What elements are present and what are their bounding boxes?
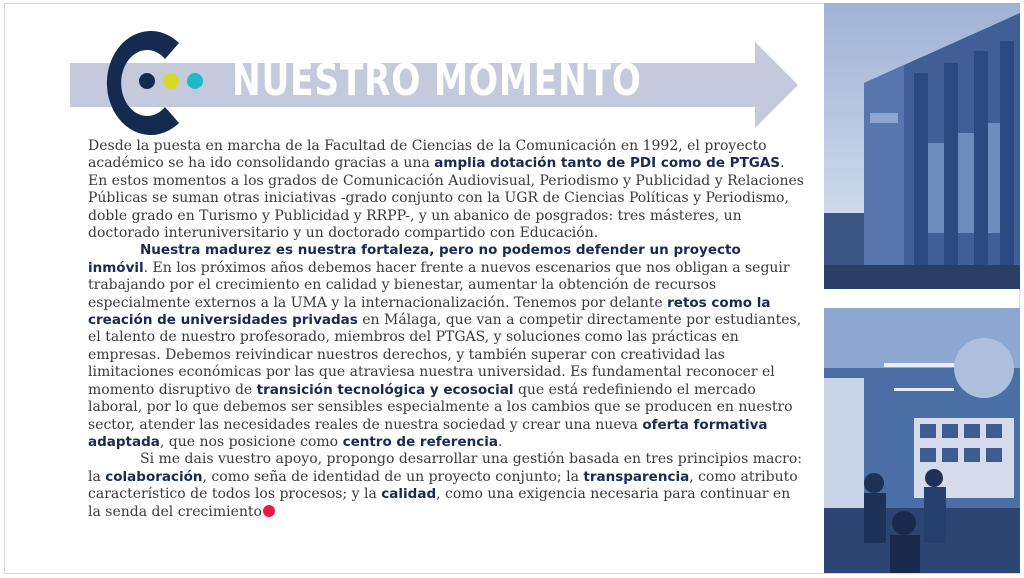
logo-dot-cyan: [187, 73, 203, 89]
highlight-calidad: calidad: [381, 486, 437, 503]
highlight-transparencia: transparencia: [583, 468, 690, 485]
body-text: [88, 138, 804, 521]
highlight-colaboracion: colaboración: [105, 468, 203, 485]
highlight-oferta: oferta formativa adaptada: [88, 416, 768, 450]
faculty-logo: [88, 28, 218, 138]
paragraph-1: Desde la puesta en marcha de la Facultad de Ciencias de la Comunicación en 1992, el proyecto académico se ha ido consolidando gracias a una amplia dotación tanto de PDI como de PTGAS. En estos momentos a los grados de Comunicación Audiovisual, Periodismo y Publicidad y Relaciones Públicas se suman otras iniciativas -grado conjunto con la UGR de Ciencias Políticas y Periodismo, doble grado en Turismo y Publicidad y RRPP-, y un abanico de posgrados: tres másteres, un doctorado interuniversitario y un doctorado compartido con Educación.: [88, 138, 804, 242]
paragraph-2: Nuestra madurez es nuestra fortaleza, pero no podemos defender un proyecto inmóvil. En los próximos años debemos hacer frente a nuevos escenarios que nos obligan a seguir trabajando por el crecimiento en calidad y bienestar, aumentar la obtención de recursos especialmente externos a la UMA y la internacionalización. Tenemos por delante retos como la creación de universidades privadas en Málaga, que van a competir directamente por estudiantes, el talento de nuestro profesorado, miembros del PTGAS, y soluciones como las prácticas en empresas. Debemos reivindicar nuestros derechos, y también superar con creatividad las limitaciones económicas por las que atraviesa nuestra universidad. Es fundamental reconocer el momento disruptivo de transición tecnológica y ecosocial que está redefiniendo el mercado laboral, por lo que debemos ser sensibles especialmente a los cambios que se producen en nuestro sector, atender las necesidades reales de nuestra sociedad y crear una nueva oferta formativa adaptada, que nos posicione como centro de referencia.: [88, 242, 802, 450]
highlight-retos: retos como la creación de universidades privadas: [88, 294, 771, 329]
page-title: NUESTRO MOMENTO: [232, 55, 642, 106]
building-photo: [824, 3, 1020, 289]
paragraph-3: Si me dais vuestro apoyo, propongo desarrollar una gestión basada en tres principios macro: la colaboración, como seña de identidad de un proyecto conjunto; la transparencia, como atributo característico de todos los procesos; y la calidad, como una exigencia necesaria para continuar en la senda del crecimiento: [88, 451, 803, 520]
end-dot-icon: [263, 505, 275, 517]
highlight-madurez: Nuestra madurez es nuestra fortaleza, pero no podemos defender un proyecto inmóvil: [88, 242, 741, 276]
highlight-centro: centro de referencia: [342, 433, 498, 450]
highlight-transicion: transición tecnológica y ecosocial: [256, 381, 514, 398]
logo-dot-yellow: [163, 73, 179, 89]
logo-dot-navy: [139, 73, 155, 89]
highlight-pdi-ptgas: amplia dotación tanto de PDI como de PTGAS: [434, 155, 781, 172]
interior-photo: [824, 308, 1020, 573]
